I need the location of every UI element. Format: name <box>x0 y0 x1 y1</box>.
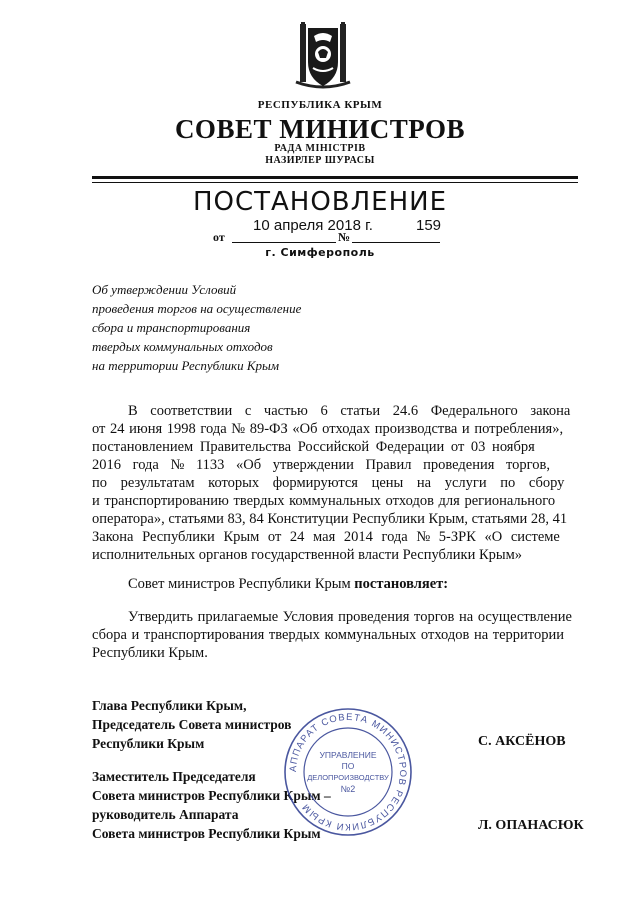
crimea-coat-of-arms-icon <box>294 22 352 90</box>
resolution-paragraph <box>92 575 588 593</box>
subject-line: Об утверждении Условий <box>92 282 237 297</box>
decree-number: 159 <box>416 217 442 234</box>
signatory-2-name: Л. ОПАНАСЮК <box>478 818 584 833</box>
council-name-ukrainian: РАДА МІНІСТРІВ <box>274 143 366 154</box>
number-label: № <box>338 230 351 244</box>
paragraph-line: исполнительных органов государственной власти Республики Крым» <box>92 547 523 563</box>
resolution-text: Совет министров Республики Крым <box>128 576 355 592</box>
number-underline <box>352 242 440 243</box>
resolution-verb: постановляет: <box>354 576 449 592</box>
signature-line: Республики Крым <box>92 736 205 751</box>
paragraph-line: сбора и транспортирования твердых коммунальных отходов на территории <box>92 627 564 643</box>
signature-line: Председатель Совета министров <box>92 717 292 732</box>
paragraph-line: от 24 июня 1998 года № 89-ФЗ «Об отходах производства и потребления», <box>92 421 564 437</box>
paragraph-line: В соответствии с частью 6 статьи 24.6 Федерального закона <box>128 403 571 419</box>
paragraph-line: постановлением Правительства Российской Федерации от 03 ноября <box>92 439 535 455</box>
svg-text:АППАРАТ СОВЕТА МИНИСТРОВ РЕСПУ <box>288 712 408 832</box>
stamp-center-line: ДЕЛОПРОИЗВОДСТВУ <box>307 773 389 782</box>
office-stamp <box>282 706 414 838</box>
header-rule-thin <box>92 182 578 183</box>
stamp-ring-text: АППАРАТ СОВЕТА МИНИСТРОВ РЕСПУБЛИКИ КРЫМ <box>287 711 409 833</box>
paragraph-line: Республики Крым. <box>92 645 208 661</box>
decree-date: 10 апреля 2018 г. <box>253 217 373 234</box>
signatory-1-title <box>92 696 291 753</box>
council-name-crimean-tatar: НАЗИРЛЕР ШУРАСЫ <box>265 155 375 166</box>
signatory-1-name: С. АКСЁНОВ <box>478 734 566 749</box>
preamble-paragraph <box>92 402 588 564</box>
signature-line: Заместитель Председателя <box>92 769 256 784</box>
signature-line: руководитель Аппарата <box>92 807 239 822</box>
paragraph-line: 2016 года № 1133 «Об утверждении Правил проведения торгов, <box>92 457 550 473</box>
stamp-center-line: ПО <box>341 761 355 771</box>
stamp-center-line: УПРАВЛЕНИЕ <box>319 750 377 760</box>
subject-line: твердых коммунальных отходов <box>92 339 273 354</box>
stamp-center-line: №2 <box>340 784 356 794</box>
date-underline <box>232 242 336 243</box>
paragraph-line: по результатам которых формируются цены на услуги по сбору <box>92 475 565 491</box>
decree-subject <box>92 280 301 375</box>
city: г. Симферополь <box>265 246 375 259</box>
paragraph-line: и транспортированию твердых коммунальных отходов для регионального <box>92 493 556 509</box>
document-type: ПОСТАНОВЛЕНИЕ <box>192 187 448 217</box>
subject-line: проведения торгов на осуществление <box>92 301 302 316</box>
header-rule-thick <box>92 176 578 179</box>
republic-name: РЕСПУБЛИКА КРЫМ <box>257 99 383 111</box>
date-label: от <box>213 230 225 244</box>
paragraph-line: оператора», статьями 83, 84 Конституции Республики Крым, статьями 28, 41 <box>92 511 568 527</box>
resolution-line <box>92 575 588 593</box>
approval-paragraph <box>92 608 588 662</box>
signature-line: Совета министров Республики Крым – <box>92 788 331 803</box>
subject-line: на территории Республики Крым <box>92 358 280 373</box>
paragraph-line: Закона Республики Крым от 24 мая 2014 года № 5-ЗРК «О системе <box>92 529 560 545</box>
paragraph-line: Утвердить прилагаемые Условия проведения торгов на осуществление <box>128 609 572 625</box>
signature-line: Глава Республики Крым, <box>92 698 247 713</box>
council-name: СОВЕТ МИНИСТРОВ <box>174 114 466 144</box>
subject-line: сбора и транспортирования <box>92 320 251 335</box>
signature-line: Совета министров Республики Крым <box>92 826 321 841</box>
